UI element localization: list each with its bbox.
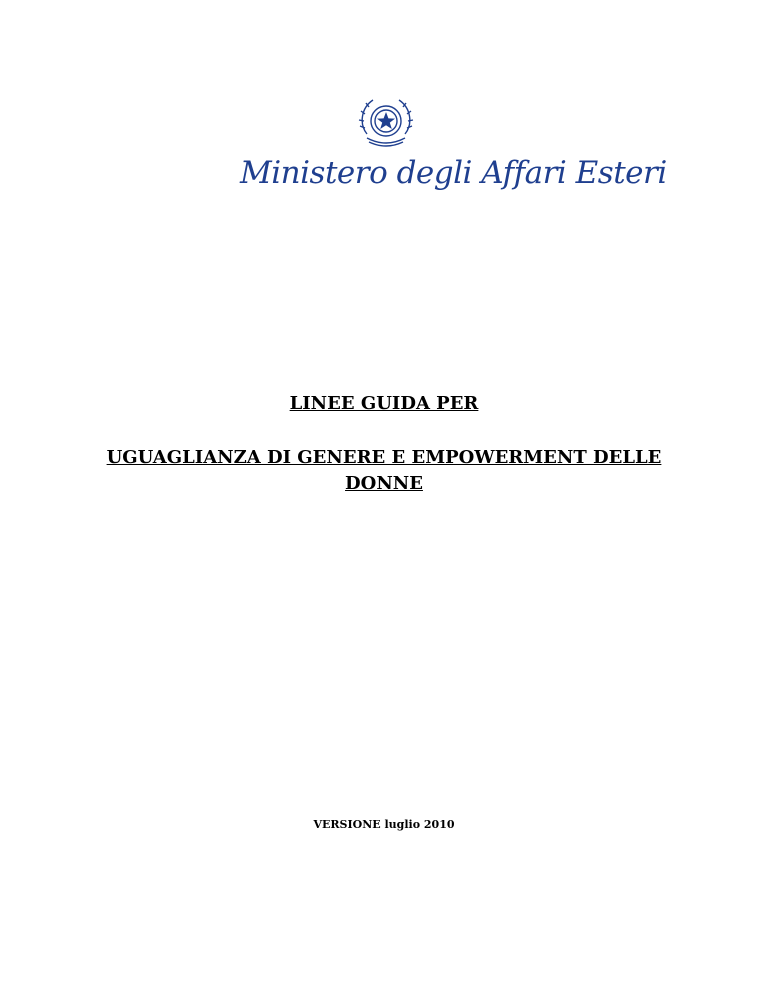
ministry-logo [240,90,667,202]
version-label: VERSIONE [313,818,381,831]
document-title-line1: LINEE GUIDA PER [289,393,479,414]
italian-republic-emblem-icon [353,90,419,156]
version-line [0,818,768,832]
ministry-wordmark: Ministero degli Affari Esteri [240,155,667,191]
document-title-line2: UGUAGLIANZA DI GENERE E EMPOWERMENT DELLE DONNE [106,447,662,494]
version-date: luglio 2010 [384,818,455,831]
